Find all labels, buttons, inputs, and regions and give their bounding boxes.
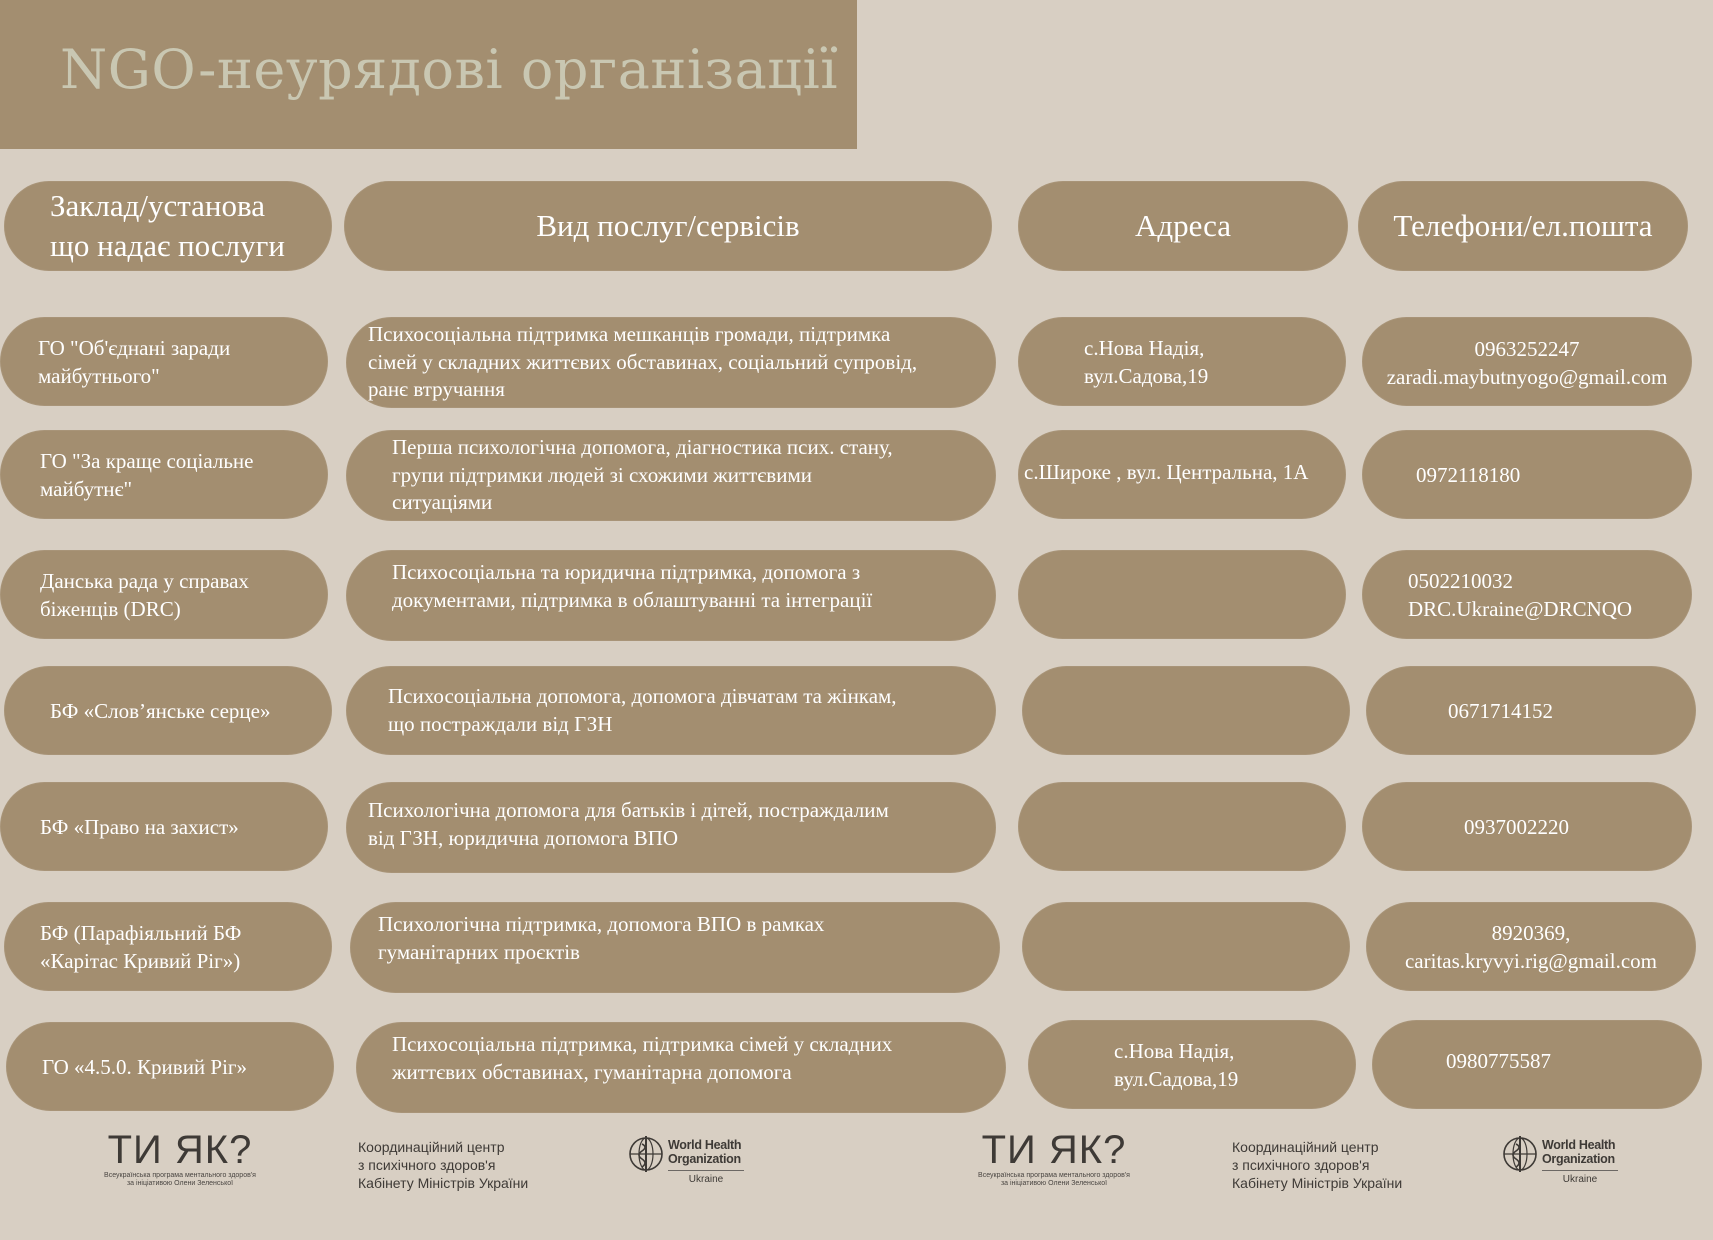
- row-7-address: с.Нова Надія, вул.Садова,19: [1028, 1020, 1356, 1109]
- who-emblem-icon: [626, 1134, 666, 1174]
- header-org: Заклад/установа що надає послуги: [4, 181, 332, 271]
- row-6-org: БФ (Парафіяльний БФ «Карітас Кривий Ріг»): [4, 902, 332, 991]
- who-name: World Health Organization: [668, 1138, 742, 1166]
- coordination-center-text: Координаційний центр з психічного здоров'я Кабінету Міністрів України: [1232, 1139, 1403, 1191]
- row-1-org: ГО "Об'єднані заради майбутнього": [0, 317, 328, 406]
- row-1-services: Психосоціальна підтримка мешканців громади, підтримка сімей у складних життєвих обставинах, соціальний супровід, ранє втручання: [346, 317, 996, 408]
- row-7-services: Психосоціальна підтримка, підтримка сімей у складних життєвих обставинах, гуманітарна допомога: [356, 1022, 1006, 1113]
- row-6-address: [1022, 902, 1350, 991]
- who-name: World Health Organization: [1542, 1138, 1616, 1166]
- row-6-contacts: 8920369, caritas.kryvyi.rig@gmail.com: [1366, 902, 1696, 991]
- row-4-contacts: 0671714152: [1366, 666, 1696, 755]
- tiyak-logo: [964, 1128, 1144, 1188]
- who-country: Ukraine: [688, 1174, 724, 1185]
- row-2-org: ГО "За краще соціальне майбутнє": [0, 430, 328, 519]
- footer-logos-right: [964, 1128, 1644, 1198]
- row-7-contacts: 0980775587: [1372, 1020, 1702, 1109]
- coordination-center-text: Координаційний центр з психічного здоров'я Кабінету Міністрів України: [358, 1139, 529, 1191]
- row-5-address: [1018, 782, 1346, 871]
- row-3-services: Психосоціальна та юридична підтримка, допомога з документами, підтримка в облаштуванні та інтеграції: [346, 550, 996, 641]
- tiyak-caption: Всеукраїнська програма ментального здоров'я за ініціативою Олени Зеленської: [104, 1172, 256, 1187]
- who-country: Ukraine: [1562, 1174, 1598, 1185]
- title-banner: [0, 0, 857, 149]
- row-4-services: Психосоціальна допомога, допомога дівчатам та жінкам, що постраждали від ГЗН: [346, 666, 996, 755]
- header-contacts: Телефони/ел.пошта: [1358, 181, 1688, 271]
- row-5-org: БФ «Право на захист»: [0, 782, 328, 871]
- tiyak-logo-text: ТИ ЯК?: [107, 1128, 253, 1172]
- row-4-org: БФ «Слов’янське серце»: [4, 666, 332, 755]
- footer-logos-left: [90, 1128, 770, 1198]
- tiyak-logo-text: ТИ ЯК?: [981, 1128, 1127, 1172]
- row-3-address: [1018, 550, 1346, 639]
- tiyak-logo: [90, 1128, 270, 1188]
- row-2-services: Перша психологічна допомога, діагностика псих. стану, групи підтримки людей зі схожими життєвими ситуаціями: [346, 430, 996, 521]
- who-divider: [668, 1170, 744, 1171]
- page-title: NGO-неурядові організації: [60, 38, 839, 101]
- row-2-contacts: 0972118180: [1362, 430, 1692, 519]
- row-6-services: Психологічна підтримка, допомога ВПО в рамках гуманітарних проєктів: [350, 902, 1000, 993]
- row-4-address: [1022, 666, 1350, 755]
- header-services: Вид послуг/сервісів: [344, 181, 992, 271]
- who-emblem-icon: [1500, 1134, 1540, 1174]
- row-5-contacts: 0937002220: [1362, 782, 1692, 871]
- row-3-org: Данська рада у справах біженців (DRC): [0, 550, 328, 639]
- row-2-address: с.Широке , вул. Центральна, 1А: [1018, 430, 1346, 519]
- tiyak-caption: Всеукраїнська програма ментального здоров'я за ініціативою Олени Зеленської: [978, 1172, 1130, 1187]
- row-1-address: с.Нова Надія, вул.Садова,19: [1018, 317, 1346, 406]
- row-1-contacts: 0963252247 zaradi.maybutnyogo@gmail.com: [1362, 317, 1692, 406]
- row-3-contacts: 0502210032 DRC.Ukraine@DRCNQO: [1362, 550, 1692, 639]
- header-address: Адреса: [1018, 181, 1348, 271]
- row-5-services: Психологічна допомога для батьків і дітей, постраждалим від ГЗН, юридична допомога ВПО: [346, 782, 996, 873]
- row-7-org: ГО «4.5.0. Кривий Ріг»: [6, 1022, 334, 1111]
- who-divider: [1542, 1170, 1618, 1171]
